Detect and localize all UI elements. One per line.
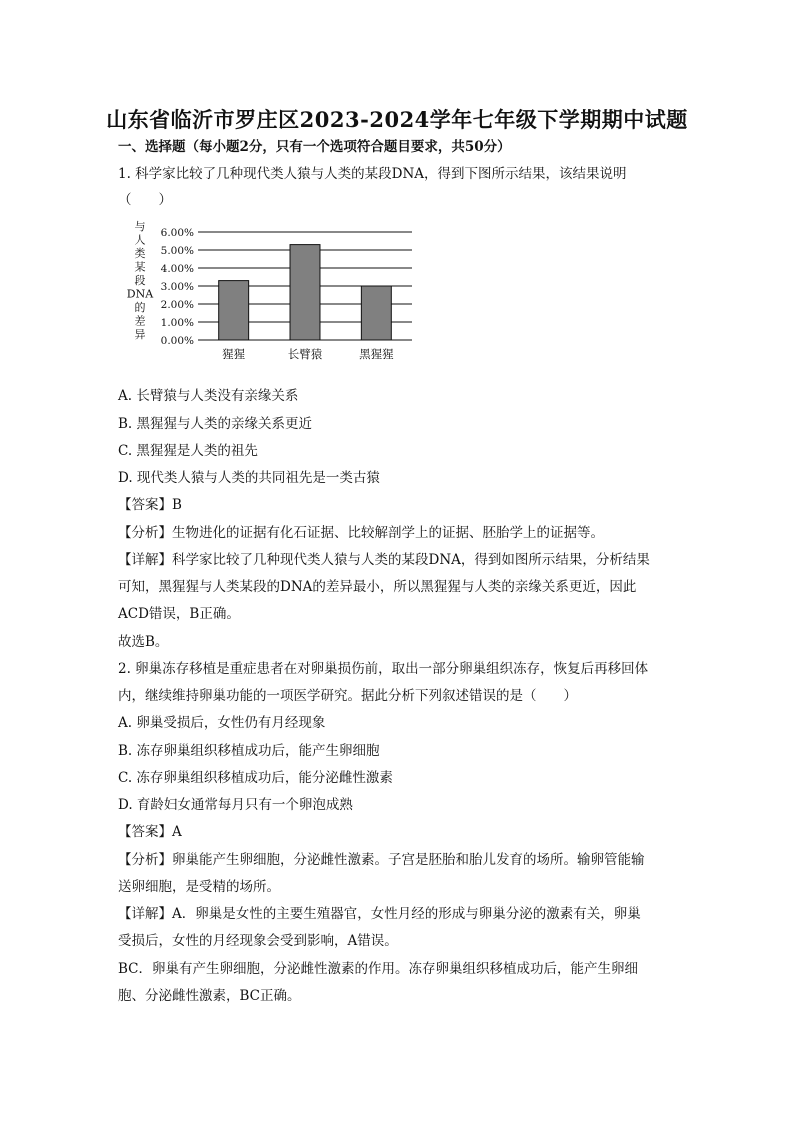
q1-option-a: A. 长臂猿与人类没有亲缘关系 <box>118 388 299 404</box>
bar-3 <box>361 286 391 340</box>
q1-conclusion: 故选B。 <box>118 634 169 650</box>
y-tick-label: 5.00% <box>160 245 194 257</box>
y-tick-label: 2.00% <box>160 299 194 311</box>
q1-option-b: B. 黑猩猩与人类的亲缘关系更近 <box>118 416 313 432</box>
y-axis-title-glyph: 与 <box>134 220 146 233</box>
bar-2 <box>290 245 320 340</box>
y-tick-label: 4.00% <box>160 263 194 275</box>
y-axis-title-glyph: DNA <box>126 287 154 301</box>
q2-detail-line-4: 胞、分泌雌性激素，BC正确。 <box>118 988 301 1004</box>
x-category-label: 长臂猿 <box>287 347 323 361</box>
y-axis-title-glyph: 差 <box>134 314 146 328</box>
q1-analysis: 【分析】生物进化的证据有化石证据、比较解剖学上的证据、胚胎学上的证据等。 <box>118 525 604 541</box>
x-category-label: 猩猩 <box>222 347 246 361</box>
y-axis-title-glyph: 类 <box>134 247 146 260</box>
q2-option-d: D. 育龄妇女通常每月只有一个卵泡成熟 <box>118 797 353 813</box>
y-tick-label: 3.00% <box>160 281 194 293</box>
y-axis-title-glyph: 异 <box>134 328 146 341</box>
y-axis-title-glyph: 的 <box>134 301 146 314</box>
q2-detail-line-2: 受损后，女性的月经现象会受到影响，A错误。 <box>118 933 398 949</box>
q2-option-b: B. 冻存卵巢组织移植成功后，能产生卵细胞 <box>118 743 380 759</box>
q2-detail-line-1: 【详解】A．卵巢是女性的主要生殖器官，女性月经的形成与卵巢分泌的激素有关，卵巢 <box>118 906 641 922</box>
q1-stem-line-2: （ ） <box>118 192 172 208</box>
dna-difference-chart <box>118 216 418 376</box>
q2-detail-line-3: BC．卵巢有产生卵细胞，分泌雌性激素的作用。冻存卵巢组织移植成功后，能产生卵细 <box>118 961 638 977</box>
q2-analysis-line-2: 送卵细胞，是受精的场所。 <box>118 879 280 895</box>
q2-stem-line-1: 2. 卵巢冻存移植是重症患者在对卵巢损伤前，取出一部分卵巢组织冻存，恢复后再移回体 <box>118 661 649 677</box>
q2-option-c: C. 冻存卵巢组织移植成功后，能分泌雌性激素 <box>118 770 393 786</box>
q1-detail-line-3: ACD错误，B正确。 <box>118 606 240 622</box>
chart-svg <box>118 216 418 376</box>
document-title: 山东省临沂市罗庄区2023-2024学年七年级下学期期中试题 <box>106 107 688 132</box>
q1-stem-line-1: 1. 科学家比较了几种现代类人猿与人类的某段DNA，得到下图所示结果，该结果说明 <box>118 166 627 182</box>
y-axis-title-glyph: 段 <box>134 274 146 287</box>
x-category-label: 黑猩猩 <box>359 347 394 361</box>
section-header: 一、选择题（每小题2分，只有一个选项符合题目要求，共50分） <box>118 139 511 155</box>
y-tick-label: 0.00% <box>160 335 194 347</box>
q1-detail-line-2: 可知，黑猩猩与人类某段的DNA的差异最小，所以黑猩猩与人类的亲缘关系更近，因此 <box>118 579 637 595</box>
q1-answer: 【答案】B <box>118 497 182 513</box>
q1-option-d: D. 现代类人猿与人类的共同祖先是一类古猿 <box>118 470 380 486</box>
bar-1 <box>219 281 249 340</box>
y-tick-label: 6.00% <box>160 227 194 239</box>
q1-option-c: C. 黑猩猩是人类的祖先 <box>118 443 258 459</box>
q2-stem-line-2: 内，继续维持卵巢功能的一项医学研究。据此分析下列叙述错误的是（ ） <box>118 688 577 704</box>
q2-option-a: A. 卵巢受损后，女性仍有月经现象 <box>118 715 326 731</box>
y-tick-label: 1.00% <box>160 317 194 329</box>
q1-detail-line-1: 【详解】科学家比较了几种现代类人猿与人类的某段DNA，得到如图所示结果，分析结果 <box>118 552 650 568</box>
q2-answer: 【答案】A <box>118 824 182 840</box>
q2-analysis-line-1: 【分析】卵巢能产生卵细胞，分泌雌性激素。子宫是胚胎和胎儿发育的场所。输卵管能输 <box>118 852 645 868</box>
y-axis-title-glyph: 人 <box>134 233 146 247</box>
y-axis-title-glyph: 某 <box>134 260 146 274</box>
